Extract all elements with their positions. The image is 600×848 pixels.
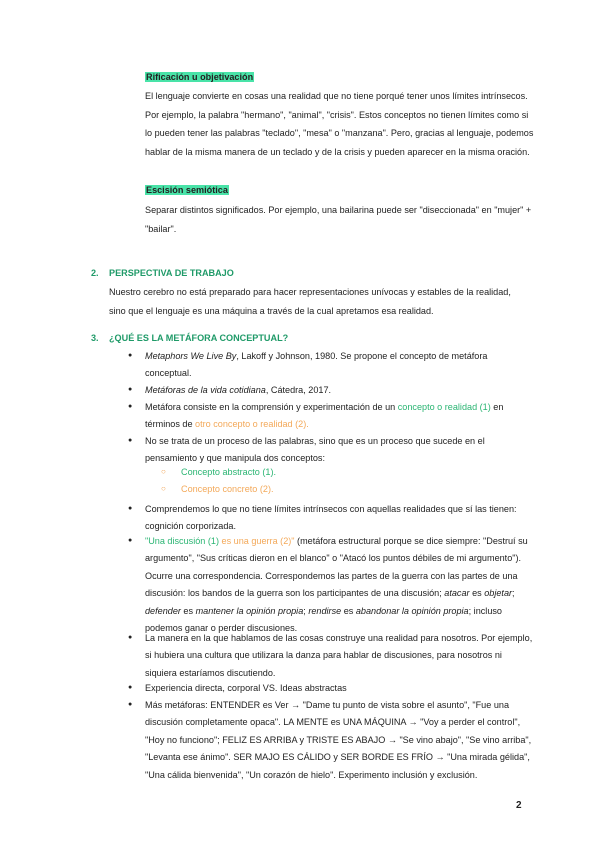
bullet-icon: ● bbox=[128, 634, 133, 641]
bullet-icon: ● bbox=[128, 386, 133, 393]
bullet-icon: ● bbox=[128, 352, 133, 359]
section-number-3: 3. bbox=[91, 333, 99, 343]
list-item-1: Metaphors We Live By, Lakoff y Johnson, 1980. Se propone el concepto de metáfora conceptual. bbox=[145, 351, 488, 379]
paragraph-scission: Separar distintos significados. Por ejemplo, una bailarina puede ser "diseccionada" en "mujer" + "bailar". bbox=[145, 205, 532, 234]
list-item-9: Más metáforas: ENTENDER es Ver → "Dame tu punto de vista sobre el asunto", "Fue una discusión completamente opaca". LA MENTE es UNA MÁQUINA → "Voy a perder el control", "Hoy no funciono"; FELIZ ES ARRIBA y TRISTE ES ABAJO → "Se vino abajo", "Se vino arriba", "Levanta ese ánimo". SER MAJO ES CÁLIDO y SER BORDE ES FRÍO → "Una mirada gélida", "Una cálida bienvenida", "Un corazón de hielo". Experimento inclusión y exclusión. bbox=[145, 700, 532, 780]
section-number-2: 2. bbox=[91, 268, 99, 278]
bullet-icon: ● bbox=[128, 437, 133, 444]
list-item-3: Metáfora consiste en la comprensión y experimentación de un concepto o realidad (1) en términos de otro concepto o realidad (2). bbox=[145, 402, 504, 430]
bullet-icon: ● bbox=[128, 403, 133, 410]
list-item-2: Metáforas de la vida cotidiana, Cátedra, 2017. bbox=[145, 385, 332, 395]
section-title-3: ¿QUÉ ES LA METÁFORA CONCEPTUAL? bbox=[109, 333, 289, 343]
subsection-title-reification: Rificación u objetivación bbox=[146, 72, 254, 82]
paragraph-section-2: Nuestro cerebro no está preparado para hacer representaciones unívocas y estables de la realidad, sino que el lenguaje es una máquina a través de la cual apretamos esa realidad. bbox=[109, 287, 511, 316]
list-item-7: La manera en la que hablamos de las cosas construye una realidad para nosotros. Por ejemplo, si hubiera una cultura que utilizara la danza para hablar de discusiones, para nosotros ni siquiera estaríamos discutiendo. bbox=[145, 633, 533, 678]
list-item-5: Comprendemos lo que no tiene límites intrínsecos con aquellas realidades que sí las tienen: cognición corporizada. bbox=[145, 504, 517, 532]
subsection-title-scission: Escisión semiótica bbox=[146, 185, 228, 195]
list-item-6: "Una discusión (1) es una guerra (2)" (metáfora estructural porque se dice siempre: "Destruí su argumento", "Sus críticas dieron en el blanco" o "Atacó los puntos débiles de mi argumento"). Ocurre una correspondencia. Correspondemos las partes de la guerra con las partes de una discusión: los bandos de la guerra son los participantes de una discusión; atacar es objetar; defender es mantener la opinión propia; rendirse es abandonar la opinión propia; incluso podemos ganar o perder discusiones. bbox=[145, 536, 528, 634]
bullet-icon: ● bbox=[128, 684, 133, 691]
list-item-4: No se trata de un proceso de las palabras, sino que es un proceso que sucede en el pensamiento y que manipula dos conceptos: bbox=[145, 436, 485, 464]
sub-bullet-icon: ○ bbox=[161, 467, 166, 476]
page-number: 2 bbox=[516, 800, 522, 811]
bullet-icon: ● bbox=[128, 537, 133, 544]
sub-bullet-icon: ○ bbox=[161, 484, 166, 493]
list-item-8: Experiencia directa, corporal VS. Ideas abstractas bbox=[145, 683, 347, 693]
paragraph-reification: El lenguaje convierte en cosas una realidad que no tiene porqué tener unos límites intrínsecos. Por ejemplo, la palabra "hermano", "animal", "crisis". Estos conceptos no tienen límites como si lo pueden tener las palabras "teclado", "mesa" o "manzana". Pero, gracias al lenguaje, podemos hablar de la misma manera de un teclado y de la crisis y pueden aparecer en la misma oración. bbox=[145, 91, 534, 157]
bullet-icon: ● bbox=[128, 505, 133, 512]
section-title-2: PERSPECTIVA DE TRABAJO bbox=[109, 268, 234, 278]
sub-item-concrete: Concepto concreto (2). bbox=[181, 484, 274, 494]
bullet-icon: ● bbox=[128, 701, 133, 708]
sub-item-abstract: Concepto abstracto (1). bbox=[181, 467, 277, 477]
